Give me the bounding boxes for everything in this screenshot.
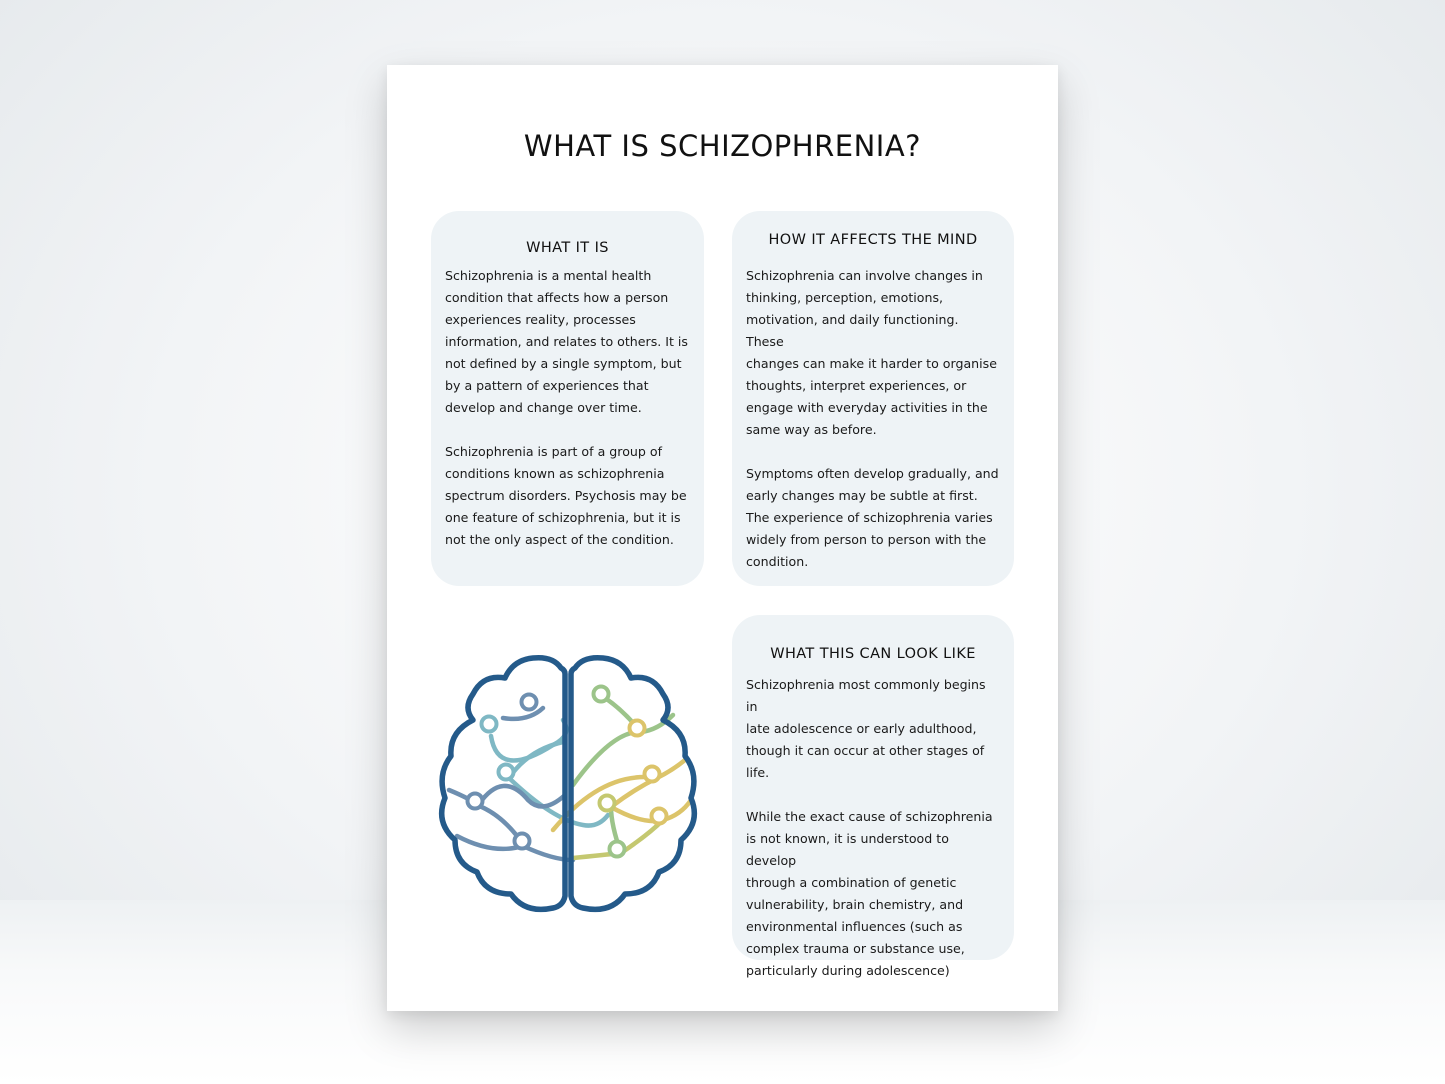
card-paragraph: Schizophrenia is a mental health condition that affects how a person experiences reality, processes information, and relates to others. It is not defined by a single symptom, but by a pattern of experiences that develop and change over time. — [445, 268, 688, 415]
brain-network-icon — [433, 650, 703, 922]
card-heading-how-it-affects: HOW IT AFFECTS THE MIND — [768, 232, 978, 248]
card-paragraph: While the exact cause of schizophrenia is not known, it is understood to develop through a combination of genetic vulnerability, brain chemistry, and environmental influences (such as complex trauma or substance use, particularly during adolescence) — [746, 809, 993, 978]
card-paragraph: Schizophrenia is part of a group of conditions known as schizophrenia spectrum disorders. Psychosis may be one feature of schizophrenia, but it is not the only aspect of the condition. — [445, 444, 687, 547]
card-how-it-affects — [732, 211, 1014, 586]
card-paragraph: Schizophrenia most commonly begins in late adolescence or early adulthood, though it can occur at other stages of life. — [746, 677, 986, 780]
document-page — [387, 65, 1058, 1011]
card-paragraph: Schizophrenia can involve changes in thinking, perception, emotions, motivation, and daily functioning. These changes can make it harder to organise thoughts, interpret experiences, or engage with everyday activities in the same way as before. — [746, 268, 997, 437]
card-heading-what-it-is: WHAT IT IS — [526, 240, 609, 256]
card-what-it-is — [431, 211, 704, 586]
page-title: WHAT IS SCHIZOPHRENIA? — [523, 129, 922, 163]
card-paragraph: Symptoms often develop gradually, and early changes may be subtle at first. The experience of schizophrenia varies widely from person to person with the condition. — [746, 466, 999, 569]
card-heading-what-this-looks-like: WHAT THIS CAN LOOK LIKE — [770, 646, 976, 662]
card-what-this-looks-like — [732, 615, 1014, 978]
